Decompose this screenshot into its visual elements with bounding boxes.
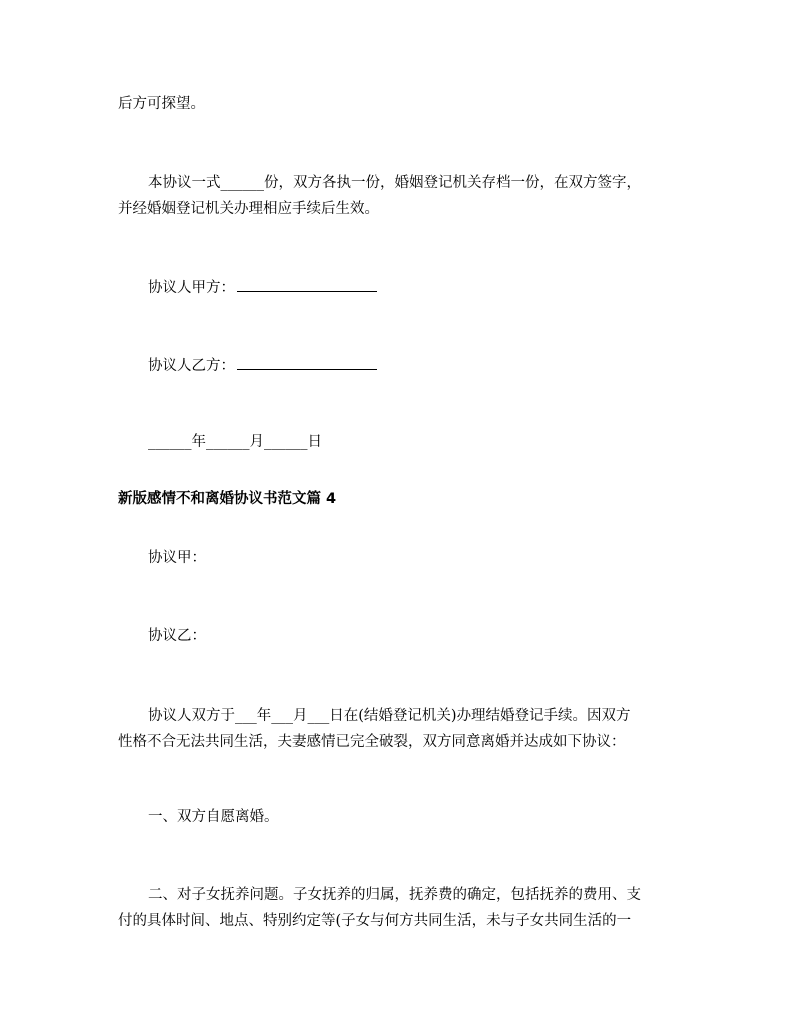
signature-party-b — [148, 355, 377, 376]
item-two-line2: 付的具体时间、地点、特别约定等(子女与何方共同生活，未与子女共同生活的一 — [118, 913, 632, 929]
paragraph-marriage-line1: 协议人双方于___年___月___日在(结婚登记机关)办理结婚登记手续。因双方 — [148, 708, 631, 724]
section-heading: 新版感情不和离婚协议书范文篇 4 — [118, 491, 337, 507]
party-b-line: 协议乙： — [148, 628, 206, 644]
paragraph-visitation-end: 后方可探望。 — [118, 96, 205, 112]
paragraph-copies-line2: 并经婚姻登记机关办理相应手续后生效。 — [118, 201, 379, 217]
item-one: 一、双方自愿离婚。 — [148, 809, 279, 825]
party-a-line: 协议甲： — [148, 550, 206, 566]
signature-party-b-blank — [237, 355, 377, 370]
signature-party-a-blank — [237, 277, 377, 292]
signature-party-a — [148, 277, 377, 298]
signature-party-b-label: 协议人乙方： — [148, 358, 235, 374]
signature-party-a-label: 协议人甲方： — [148, 280, 235, 296]
date-line: ______年______月______日 — [148, 434, 322, 450]
item-two-line1: 二、对子女抚养问题。子女抚养的归属，抚养费的确定，包括抚养的费用、支 — [148, 887, 641, 903]
paragraph-marriage-line2: 性格不合无法共同生活，夫妻感情已完全破裂，双方同意离婚并达成如下协议： — [118, 734, 626, 750]
paragraph-copies-line1: 本协议一式______份，双方各执一份，婚姻登记机关存档一份，在双方签字， — [148, 175, 641, 191]
